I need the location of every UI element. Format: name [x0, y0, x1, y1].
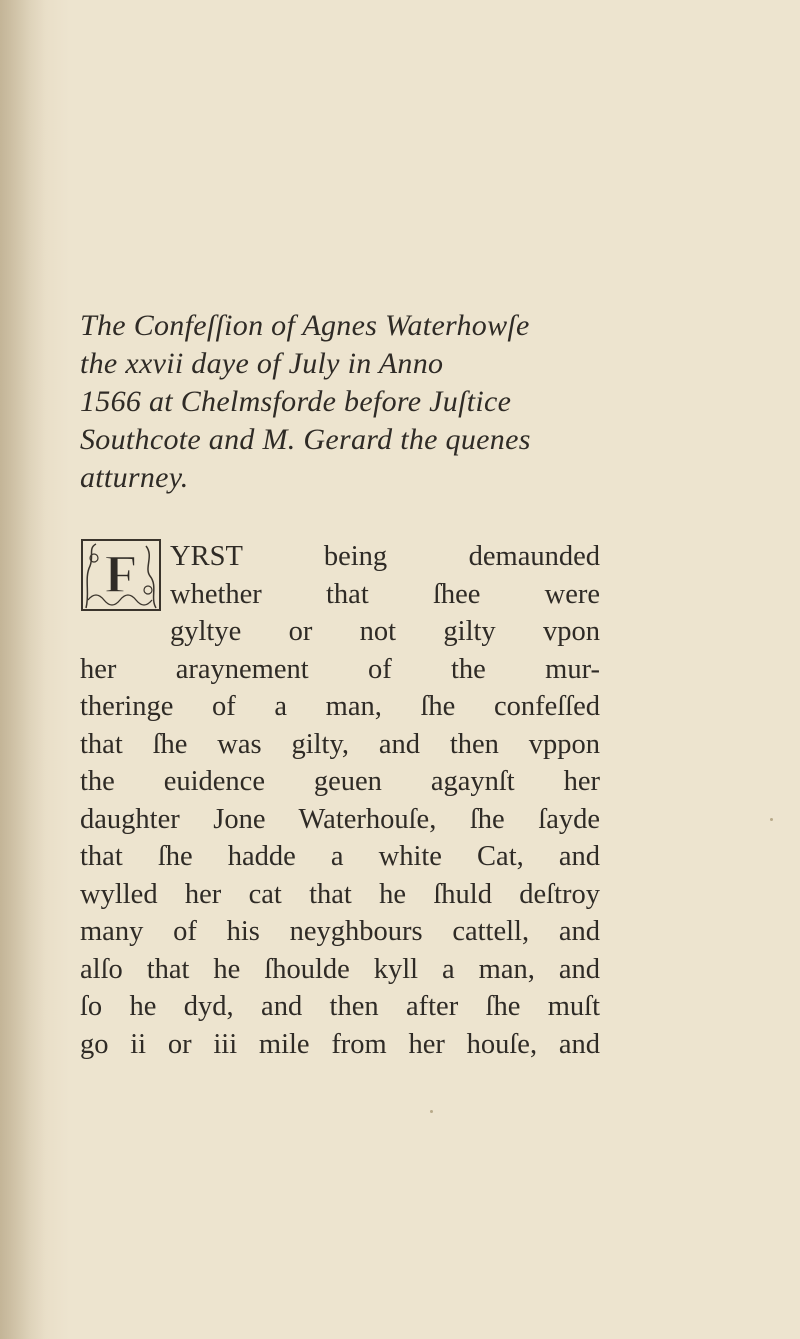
paper-speck: [770, 818, 773, 821]
decorated-initial-icon: [80, 538, 162, 612]
confession-body: [80, 538, 600, 1063]
paper-speck: [430, 1110, 433, 1113]
page-gutter-shadow: [0, 0, 46, 1339]
body-line: ſo he dyd, and then after ſhe muſt: [80, 991, 600, 1022]
body-line: that ſhe hadde a white Cat, and: [80, 841, 600, 872]
body-line: theringe of a man, ſhe confeſſed: [80, 691, 600, 722]
heading-line: Southcote and M. Gerard the quenes: [80, 423, 531, 456]
body-line: go ii or iii mile from her houſe, and: [80, 1028, 600, 1060]
body-line: many of his neyghbours cattell, and: [80, 916, 600, 947]
body-line: gyltye or not gilty vpon: [170, 616, 600, 647]
confession-heading: [80, 307, 710, 497]
dropcap-letter: F: [104, 544, 138, 604]
heading-line: 1566 at Chelmsforde before Juſtice: [80, 385, 512, 418]
body-line: her araynement of the mur-: [80, 653, 600, 685]
body-line: wylled her cat that he ſhuld deſtroy: [80, 878, 600, 910]
body-line: the euidence geuen agaynſt her: [80, 766, 600, 797]
body-line: whether that ſhee were: [170, 578, 600, 610]
body-line: daughter Jone Waterhouſe, ſhe ſayde: [80, 803, 600, 835]
heading-line: atturney.: [80, 461, 189, 494]
dropcap-block: [80, 538, 600, 613]
heading-line: the xxvii daye of July in Anno: [80, 347, 444, 380]
body-line: alſo that he ſhoulde kyll a man, and: [80, 953, 600, 985]
heading-line: The Confeſſion of Agnes Waterhowſe: [80, 309, 530, 342]
body-line: YRST being demaunded: [170, 541, 600, 572]
body-line: that ſhe was gilty, and then vppon: [80, 728, 600, 760]
